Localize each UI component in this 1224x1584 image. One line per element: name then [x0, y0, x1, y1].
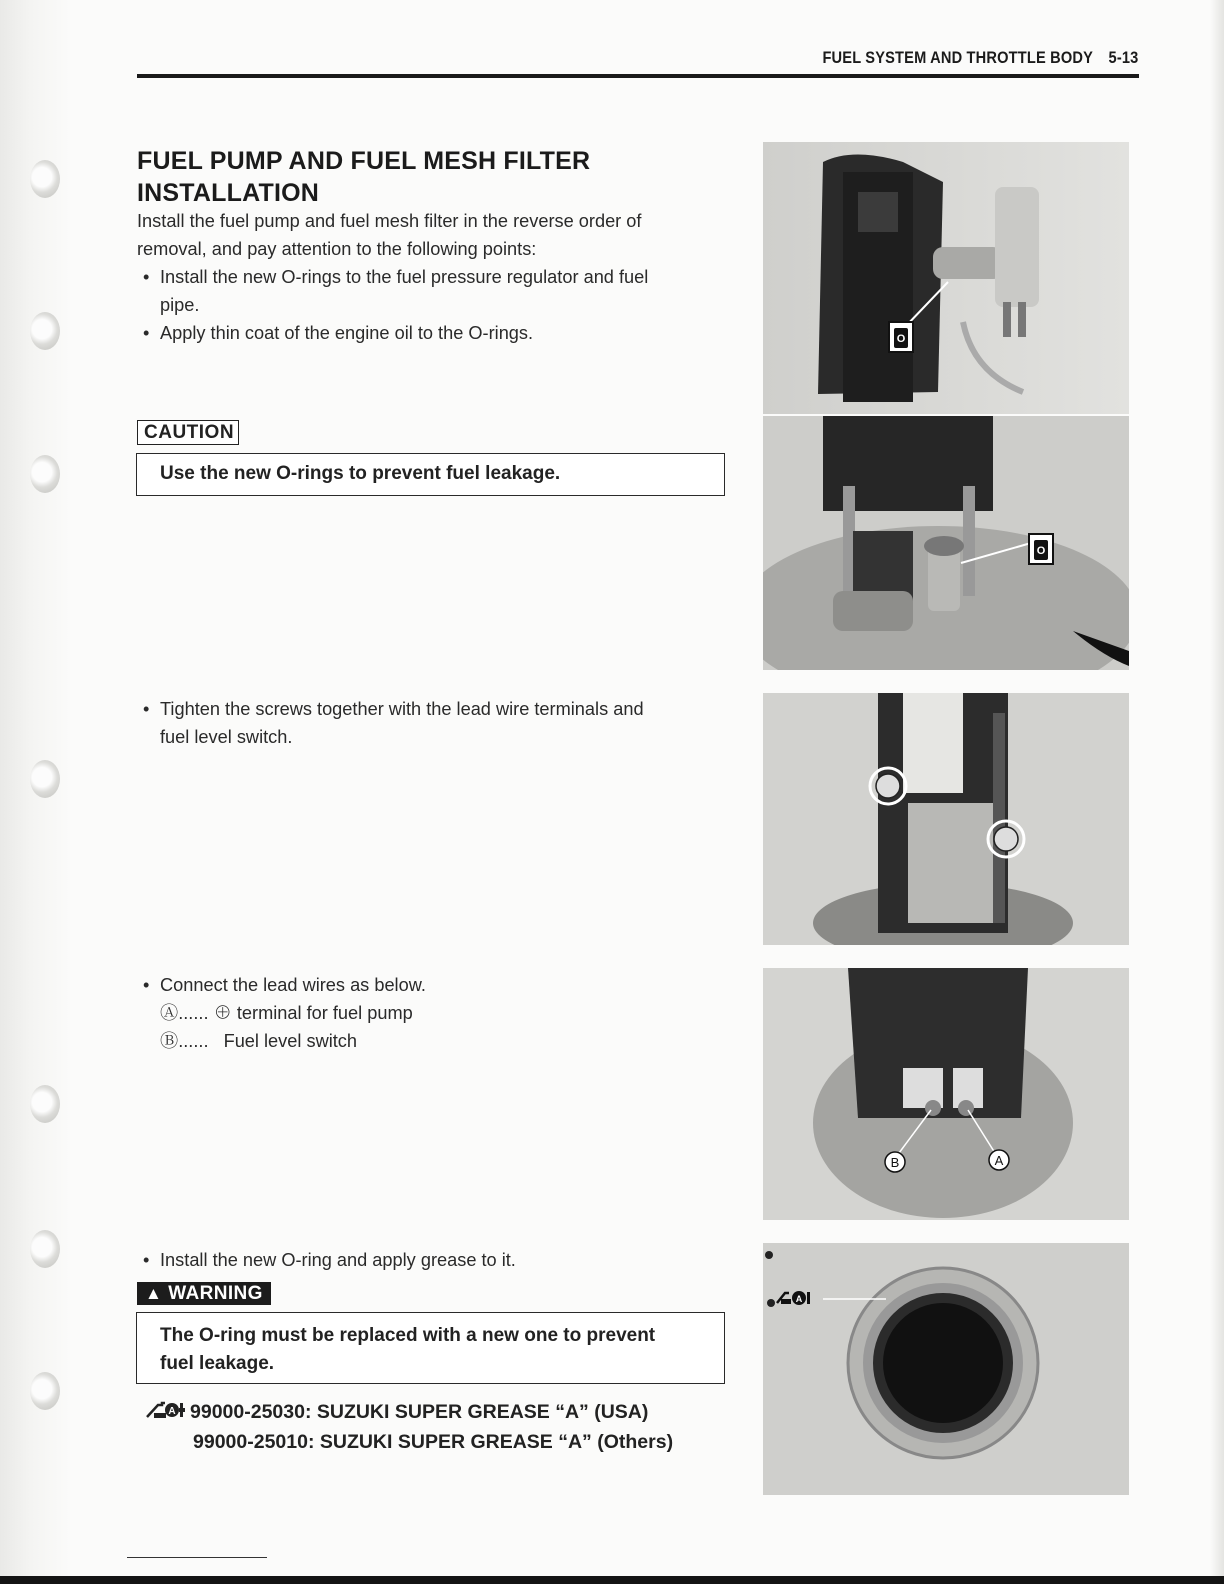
bottom-edge — [0, 1576, 1224, 1584]
terminal-mark — [988, 821, 1024, 857]
heading-line-1: FUEL PUMP AND FUEL MESH FILTER — [137, 147, 591, 175]
warning-line-1: The O-ring must be replaced with a new one to prevent — [160, 1325, 656, 1346]
bullet-line: Apply thin coat of the engine oil to the O-rings. — [160, 323, 534, 343]
warning-line-2: fuel leakage. — [160, 1353, 275, 1374]
photo-fuel-pump-terminals — [763, 693, 1129, 945]
marker-b: Ⓑ...... — [160, 1031, 209, 1051]
grease-line-1: 99000-25030: SUZUKI SUPER GREASE “A” (USA) — [190, 1401, 649, 1424]
section-title: FUEL SYSTEM AND THROTTLE BODY — [821, 48, 1093, 67]
bullet-dot: • — [143, 1250, 150, 1270]
binder-ring — [30, 1372, 60, 1410]
intro-line-2: removal, and pay attention to the following points: — [137, 239, 537, 259]
svg-text:A: A — [994, 1153, 1004, 1168]
binder-ring — [30, 160, 60, 198]
bullet-dot: • — [143, 975, 150, 995]
bullet-line: Tighten the screws together with the lead wire terminals and — [160, 699, 644, 719]
bullet-item — [143, 695, 735, 751]
page-number: 5-13 — [1108, 48, 1138, 67]
bullet-dot: • — [143, 267, 150, 287]
page-edge — [1210, 0, 1224, 1584]
marker-a: Ⓐ...... — [160, 1003, 209, 1023]
photo-fuel-pipe — [763, 416, 1129, 670]
bullet-dot: • — [143, 323, 150, 343]
caution-label: CAUTION — [137, 420, 239, 445]
bullet-line: Install the new O-ring and apply grease to it. — [160, 1250, 516, 1270]
photo-lead-wires — [763, 968, 1129, 1220]
caution-box — [136, 453, 725, 496]
grease-A-icon — [146, 1398, 186, 1428]
section-heading — [137, 145, 727, 209]
engine-oil-mark — [889, 322, 913, 352]
bullet-item — [143, 971, 735, 1055]
bullet-dot: • — [143, 699, 150, 719]
photo-regulator-orings — [763, 142, 1129, 414]
label-b-icon — [885, 1152, 905, 1172]
bullet-item — [143, 1246, 735, 1274]
footer-rule — [127, 1557, 267, 1558]
heading-line-2: INSTALLATION — [137, 179, 320, 207]
warning-label-text: WARNING — [168, 1283, 263, 1304]
warning-label — [137, 1282, 271, 1305]
svg-text:B: B — [890, 1155, 900, 1170]
bullet-line: fuel level switch. — [160, 727, 293, 747]
bullet-item — [143, 263, 735, 319]
wire-item-a — [160, 999, 735, 1027]
plus-symbol: ⊕ — [213, 1003, 232, 1023]
binder-ring — [30, 1230, 60, 1268]
warning-box — [136, 1312, 725, 1384]
engine-oil-mark — [1029, 534, 1053, 564]
label-a-icon — [989, 1150, 1009, 1170]
svg-text:O: O — [1036, 545, 1046, 557]
terminal-mark — [870, 768, 906, 804]
bullet-line: Install the new O-rings to the fuel pressure regulator and fuel — [160, 267, 649, 287]
photo-o-ring-grease — [763, 1243, 1129, 1495]
binder-ring — [30, 455, 60, 493]
svg-text:O: O — [896, 333, 906, 345]
grease-line-2: 99000-25010: SUZUKI SUPER GREASE “A” (Others) — [193, 1431, 674, 1453]
intro-line-1: Install the fuel pump and fuel mesh filter in the reverse order of — [137, 211, 642, 231]
bullet-line: pipe. — [160, 295, 200, 315]
warning-icon: ▲ — [145, 1284, 163, 1303]
wire-item-b — [160, 1027, 735, 1055]
page-header — [822, 48, 1138, 68]
wire-a-text: terminal for fuel pump — [236, 1003, 413, 1023]
svg-text:A: A — [795, 1294, 803, 1304]
intro-paragraph — [137, 207, 729, 263]
caution-text: Use the new O-rings to prevent fuel leakage. — [160, 463, 561, 484]
binder-ring — [30, 1085, 60, 1123]
grease-spec — [146, 1398, 673, 1456]
header-rule — [137, 74, 1139, 78]
binder-ring — [30, 760, 60, 798]
bullet-line: Connect the lead wires as below. — [160, 975, 426, 995]
wire-b-text: Fuel level switch — [223, 1031, 358, 1051]
binder-ring — [30, 312, 60, 350]
svg-text:A: A — [168, 1406, 176, 1417]
bullet-item — [143, 319, 735, 347]
